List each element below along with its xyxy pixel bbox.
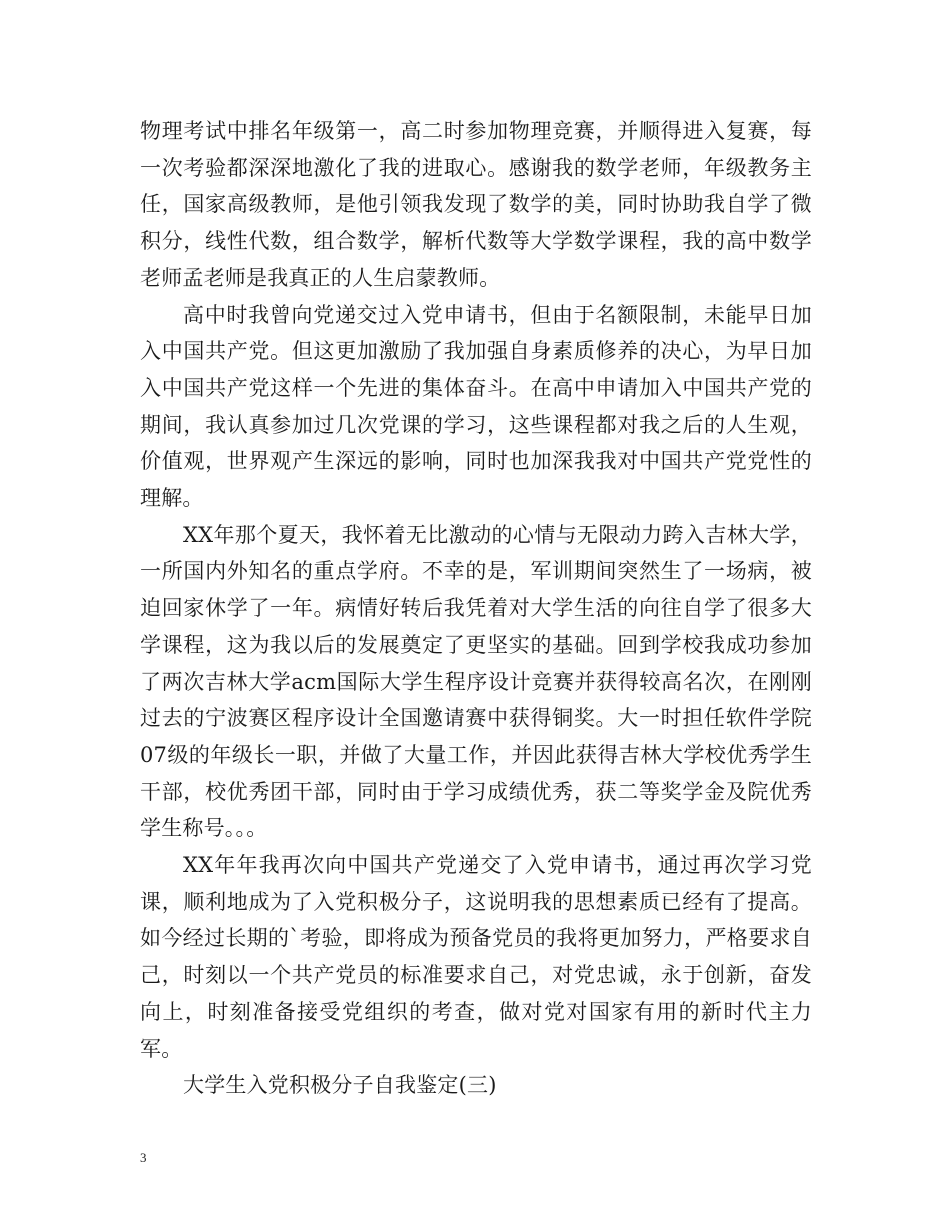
paragraph-1: 物理考试中排名年级第一，高二时参加物理竞赛，并顺得进入复赛，每一次考验都深深地激化了我的进取心。感谢我的数学老师，年级教务主任，国家高级教师，是他引领我发现了数学的美，同时协助我自学了微积分，线性代数，组合数学，解析代数等大学数学课程，我的高中数学老师孟老师是我真正的人生启蒙教师。 bbox=[140, 119, 812, 290]
section-heading-paragraph: 大学生入党积极分子自我鉴定(三) bbox=[183, 1073, 497, 1098]
document-body bbox=[140, 113, 812, 1104]
paragraph-3: XX年那个夏天，我怀着无比激动的心情与无限动力跨入吉林大学，一所国内外知名的重点学府。不幸的是，军训期间突然生了一场病，被迫回家休学了一年。病情好转后我凭着对大学生活的向往自学了很多大学课程，这为我以后的发展奠定了更坚实的基础。回到学校我成功参加了两次吉林大学acm国际大学生程序设计竞赛并获得较高名次，在刚刚过去的宁波赛区程序设计全国邀请赛中获得铜奖。大一时担任软件学院07级的年级长一职，并做了大量工作，并因此获得吉林大学校优秀学生干部，校优秀团干部，同时由于学习成绩优秀，获二等奖学金及院优秀学生称号。。。 bbox=[140, 522, 812, 841]
paragraph-4: XX年年我再次向中国共产党递交了入党申请书，通过再次学习党课，顺利地成为了入党积极分子，这说明我的思想素质已经有了提高。如今经过长期的`考验，即将成为预备党员的我将更加努力，严格要求自己，时刻以一个共产党员的标准要求自己，对党忠诚，永于创新，奋发向上，时刻准备接受党组织的考查，做对党对国家有用的新时代主力军。 bbox=[140, 853, 812, 1061]
page-number: 3 bbox=[140, 1150, 147, 1165]
paragraph-2: 高中时我曾向党递交过入党申请书，但由于名额限制，未能早日加入中国共产党。但这更加激励了我加强自身素质修养的决心，为早日加入中国共产党这样一个先进的集体奋斗。在高中申请加入中国共产党的期间，我认真参加过几次党课的学习，这些课程都对我之后的人生观，价值观，世界观产生深远的影响，同时也加深我我对中国共产党党性的理解。 bbox=[140, 302, 812, 511]
